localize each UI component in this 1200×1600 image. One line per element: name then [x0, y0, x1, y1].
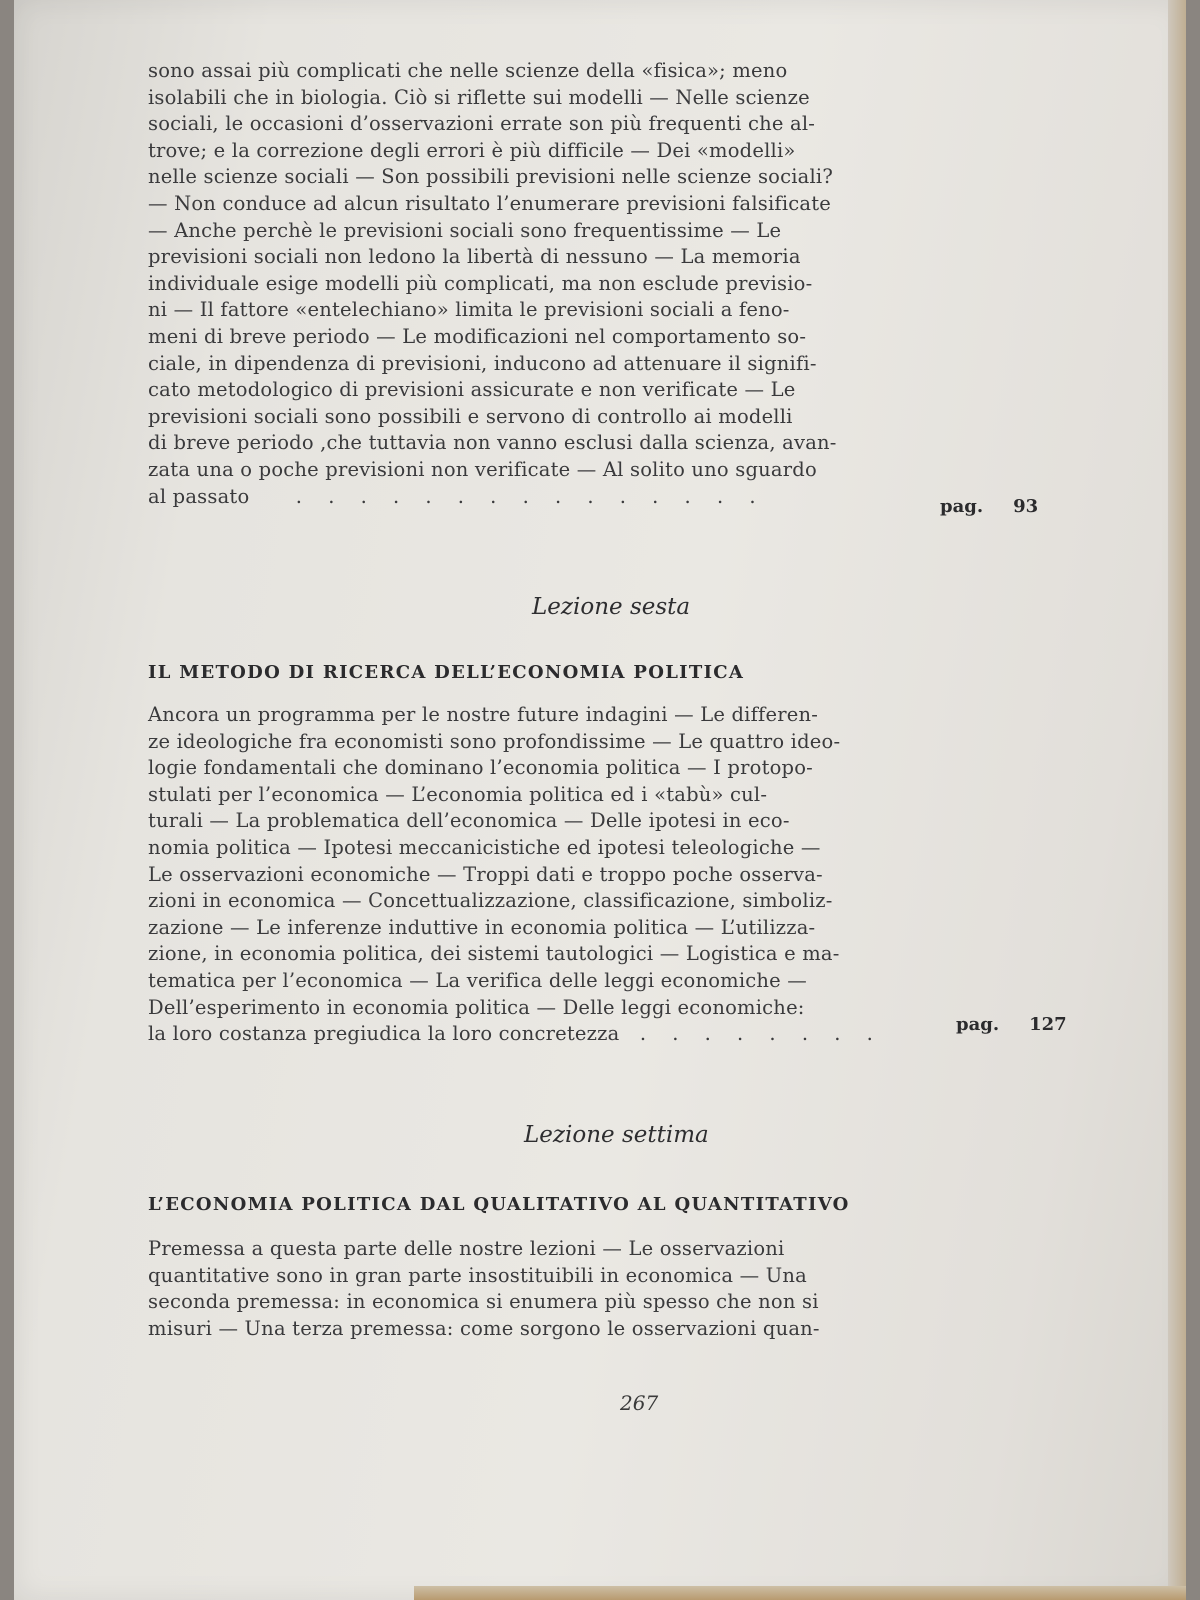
lesson-heading: Lezione sesta — [532, 594, 691, 620]
top-line: ciale, in dipendenza di previsioni, inducono ad attenuare il signifi- — [148, 351, 817, 375]
lesson6-line: logie fondamentali che dominano l’economia politica — I protopo- — [148, 756, 813, 780]
lesson7-line: Premessa a questa parte delle nostre lezioni — Le osservazioni — [148, 1237, 785, 1260]
top-line: sono assai più complicati che nelle scienze della «fisica»; meno — [148, 59, 788, 82]
lesson6-line: zione, in economia politica, dei sistemi tautologici — Logistica e ma- — [148, 942, 840, 966]
page-edge-bottom — [414, 1586, 1186, 1600]
lesson6-line: tematica per l’economica — La verifica delle leggi economiche — — [148, 968, 808, 992]
top-line: individuale esige modelli più complicati, ma non esclude previsio- — [148, 271, 813, 295]
lesson7-line: misuri — Una terza premessa: come sorgono le osservazioni quan- — [148, 1316, 820, 1340]
lesson6-line: stulati per l’economica — L’economia politica ed i «tabù» cul- — [148, 782, 768, 806]
top-line: previsioni sociali sono possibili e servono di controllo ai modelli — [148, 404, 793, 428]
section-title: IL METODO DI RICERCA DELL’ECONOMIA POLITICA — [148, 662, 745, 683]
pag-label: pag. — [956, 1014, 1000, 1035]
lesson-heading: Lezione settima — [524, 1122, 709, 1148]
lesson6-line: Le osservazioni economiche — Troppi dati e troppo poche osserva- — [148, 862, 823, 886]
top-line-last — [148, 484, 908, 511]
top-line: trove; e la correzione degli errori è più difficile — Dei «modelli» — [148, 138, 796, 162]
lesson6-line: zazione — Le inferenze induttive in economia politica — L’utilizza- — [148, 915, 816, 939]
top-line: nelle scienze sociali — Son possibili previsioni nelle scienze sociali? — [148, 165, 834, 189]
pag-number: 127 — [1029, 1014, 1067, 1035]
page-number: 267 — [620, 1391, 659, 1415]
pag-label: pag. — [940, 496, 984, 517]
top-line: cato metodologico di previsioni assicurate e non verificate — Le — [148, 378, 796, 402]
dot-leader: . . . . . . . . — [639, 1022, 883, 1046]
page-edge-right — [1168, 0, 1186, 1600]
pag-number: 93 — [1013, 496, 1039, 517]
book-page — [14, 0, 1186, 1600]
lesson6-paragraph — [148, 702, 926, 1048]
top-line: — Anche perchè le previsioni sociali sono frequentissime — Le — [148, 218, 782, 242]
top-line: sociali, le occasioni d’osservazioni errate son più frequenti che al- — [148, 112, 816, 136]
top-line: previsioni sociali non ledono la libertà di nessuno — La memoria — [148, 245, 801, 269]
lesson7-line: seconda premessa: in economica si enumera più spesso che non si — [148, 1290, 819, 1314]
lesson6-line: turali — La problematica dell’economica — Delle ipotesi in eco- — [148, 809, 790, 833]
lesson6-line: Dell’esperimento in economia politica — Delle leggi economiche: — [148, 995, 805, 1019]
page-ref-127 — [956, 1014, 1067, 1035]
dot-leader: . . . . . . . . . . . . . . . — [295, 484, 766, 508]
top-line: ni — Il fattore «entelechiano» limita le previsioni sociali a feno- — [148, 298, 790, 322]
lesson6-line: Ancora un programma per le nostre future indagini — Le differen- — [148, 703, 819, 726]
lesson6-line-last — [148, 1021, 926, 1048]
section-title: L’ECONOMIA POLITICA DAL QUALITATIVO AL QUANTITATIVO — [148, 1194, 850, 1215]
top-line: zata una o poche previsioni non verificate — Al solito uno sguardo — [148, 457, 817, 481]
top-line: di breve periodo ,che tuttavia non vanno esclusi dalla scienza, avan- — [148, 431, 837, 455]
lesson6-line: ze ideologiche fra economisti sono profondissime — Le quattro ideo- — [148, 729, 841, 753]
lesson6-line-text: la loro costanza pregiudica la loro concretezza — [148, 1022, 620, 1046]
page-ref-93 — [940, 496, 1038, 517]
top-line-text: al passato — [148, 484, 250, 508]
top-line: meni di breve periodo — Le modificazioni nel comportamento so- — [148, 324, 807, 348]
top-line: — Non conduce ad alcun risultato l’enumerare previsioni falsificate — [148, 191, 831, 215]
lesson7-line: quantitative sono in gran parte insostituibili in economica — Una — [148, 1263, 807, 1287]
top-line: isolabili che in biologia. Ciò si riflette sui modelli — Nelle scienze — [148, 85, 810, 109]
lesson6-line: nomia politica — Ipotesi meccanicistiche ed ipotesi teleologiche — — [148, 835, 821, 859]
lesson7-paragraph — [148, 1236, 948, 1342]
lesson6-line: zioni in economica — Concettualizzazione, classificazione, simboliz- — [148, 889, 833, 913]
top-paragraph — [148, 58, 908, 510]
